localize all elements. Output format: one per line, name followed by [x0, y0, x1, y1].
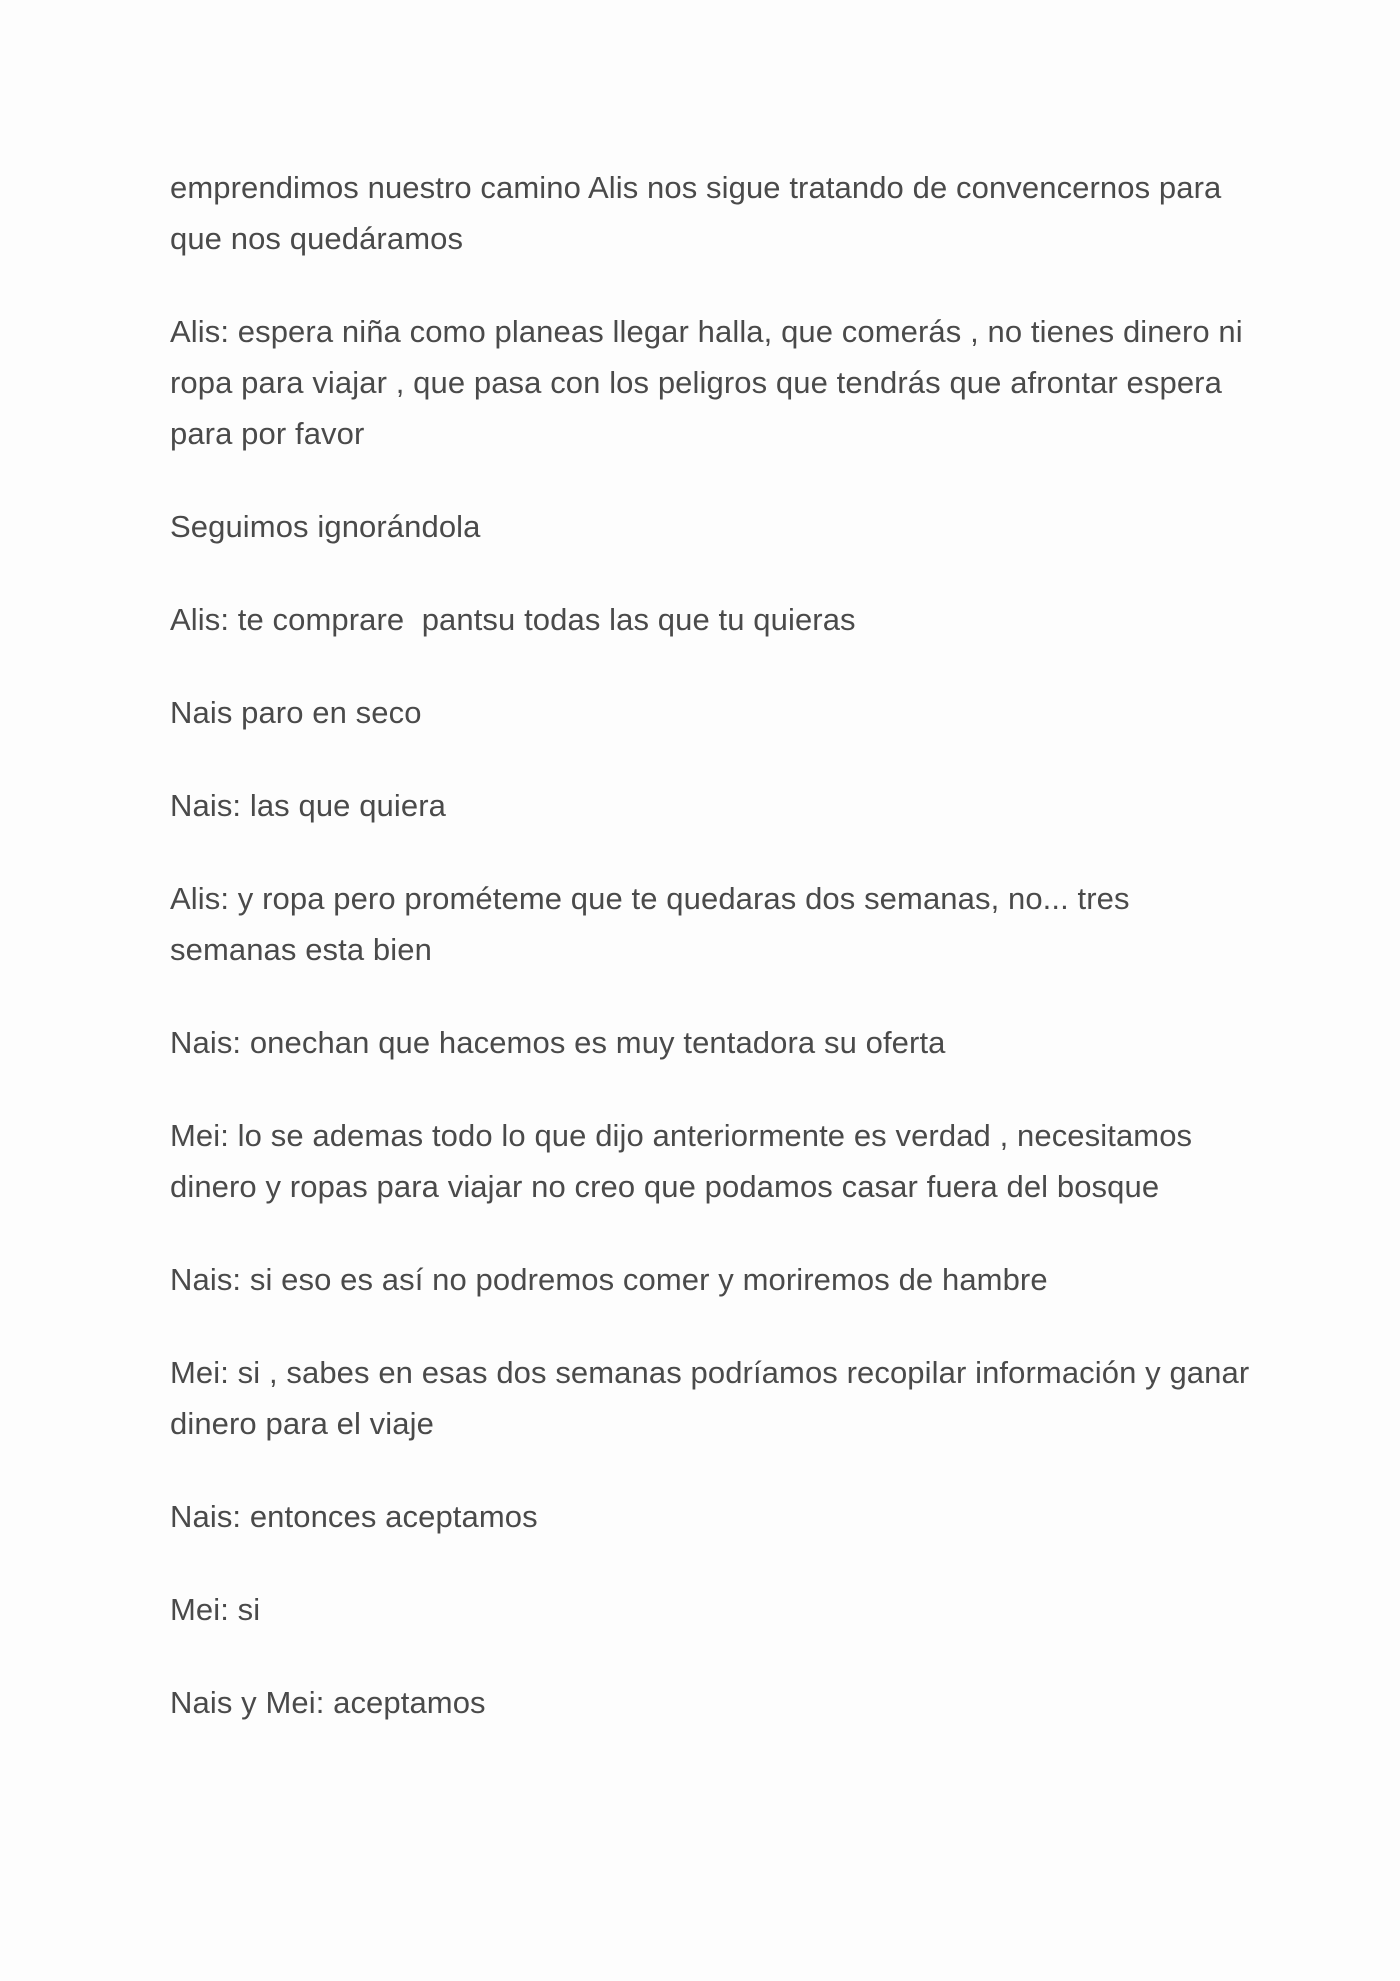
paragraph-dialogue-alis-2: Alis: te comprare pantsu todas las que tu quieras: [170, 602, 856, 637]
paragraph-dialogue-nais-1: Nais: las que quiera: [170, 788, 446, 823]
paragraph-dialogue-nais-3: Nais: si eso es así no podremos comer y moriremos de hambre: [170, 1262, 1048, 1297]
paragraph-dialogue-alis-1: Alis: espera niña como planeas llegar halla, que comerás , no tienes dinero ni ropa para viajar , que pasa con los peligros que tendrás que afrontar espera para por favor: [170, 314, 1252, 451]
paragraph-dialogue-nais-mei: Nais y Mei: aceptamos: [170, 1685, 486, 1720]
document-body: [170, 162, 1258, 1770]
paragraph-dialogue-nais-2: Nais: onechan que hacemos es muy tentadora su oferta: [170, 1025, 946, 1060]
paragraph-dialogue-alis-3: Alis: y ropa pero prométeme que te quedaras dos semanas, no... tres semanas esta bien: [170, 881, 1139, 967]
paragraph-narration-3: Nais paro en seco: [170, 695, 422, 730]
paragraph-dialogue-mei-1: Mei: lo se ademas todo lo que dijo anteriormente es verdad , necesitamos dinero y ropas para viajar no creo que podamos casar fuera del bosque: [170, 1118, 1201, 1204]
paragraph-dialogue-mei-2: Mei: si , sabes en esas dos semanas podríamos recopilar información y ganar dinero para el viaje: [170, 1355, 1258, 1441]
paragraph-dialogue-mei-3: Mei: si: [170, 1592, 261, 1627]
paragraph-narration-2: Seguimos ignorándola: [170, 509, 481, 544]
paragraph-narration-1: emprendimos nuestro camino Alis nos sigue tratando de convencernos para que nos quedáramos: [170, 170, 1231, 256]
paragraph-dialogue-nais-4: Nais: entonces aceptamos: [170, 1499, 538, 1534]
